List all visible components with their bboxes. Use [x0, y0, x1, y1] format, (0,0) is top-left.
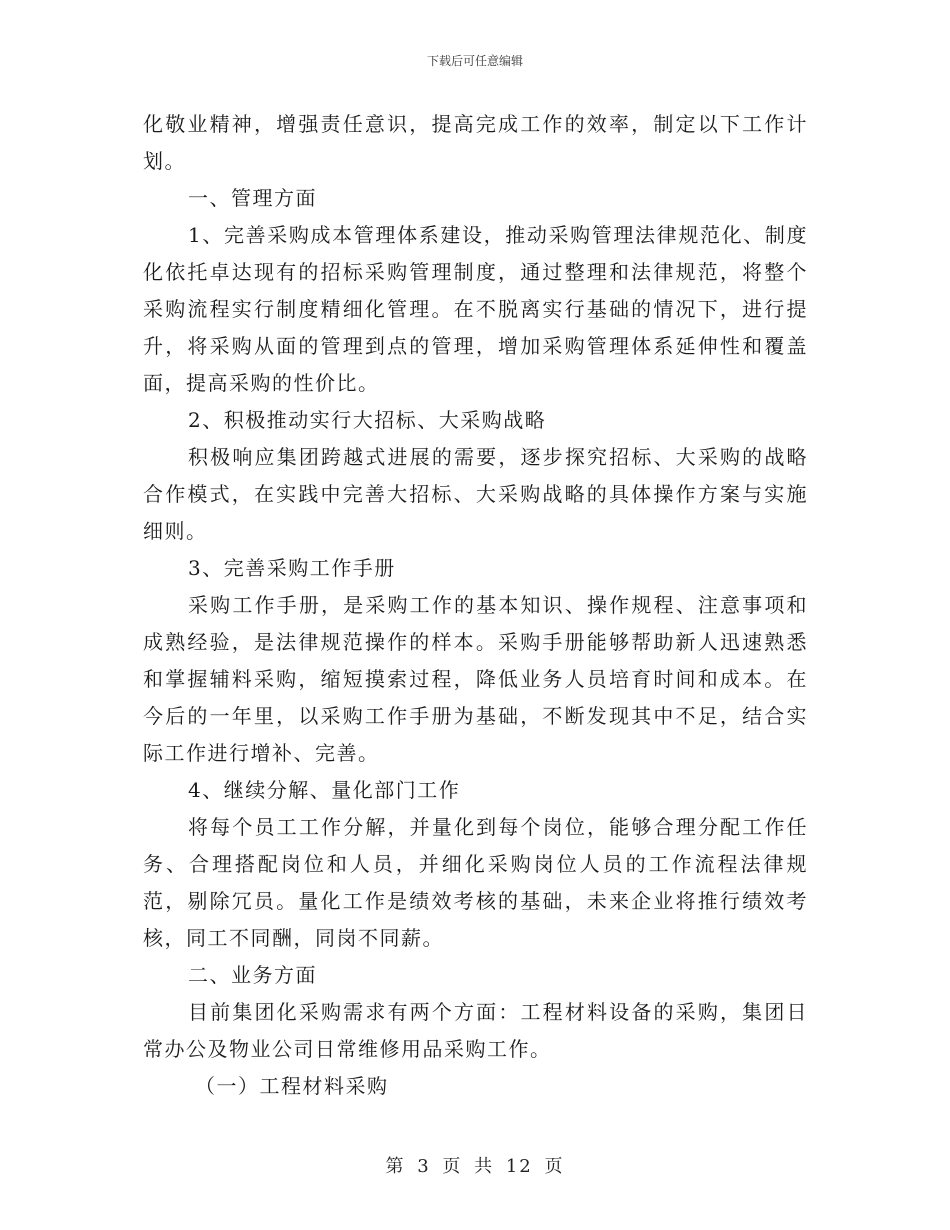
subsection-heading: 4、继续分解、量化部门工作 [188, 778, 461, 802]
paragraph: 化敬业精神，增强责任意识，提高完成工作的效率，制定以下工作计划。 [143, 112, 808, 173]
page-header: 下载后可任意编辑 [426, 54, 523, 68]
paragraph: 目前集团化采购需求有两个方面：工程材料设备的采购，集团日常办公及物业公司日常维修用品采购工作。 [143, 1000, 808, 1061]
section-heading: 二、业务方面 [188, 963, 317, 987]
subsection-heading: 3、完善采购工作手册 [188, 556, 396, 580]
paragraph: 采购工作手册，是采购工作的基本知识、操作规程、注意事项和成熟经验，是法律规范操作的样本。采购手册能够帮助新人迅速熟悉和掌握辅料采购，缩短摸索过程，降低业务人员培育时间和成本。在今后的一年里，以采购工作手册为基础，不断发现其中不足，结合实际工作进行增补、完善。 [143, 593, 808, 765]
paragraph: 将每个员工工作分解，并量化到每个岗位，能够合理分配工作任务、合理搭配岗位和人员，并细化采购岗位人员的工作流程法律规范，剔除冗员。量化工作是绩效考核的基础，未来企业将推行绩效考核，同工不同酬，同岗不同薪。 [143, 815, 808, 950]
paragraph: 积极响应集团跨越式进展的需要，逐步探究招标、大采购的战略合作模式，在实践中完善大招标、大采购战略的具体操作方案与实施细则。 [143, 445, 808, 543]
paragraph: 1、完善采购成本管理体系建设，推动采购管理法律规范化、制度化依托卓达现有的招标采购管理制度，通过整理和法律规范，将整个采购流程实行制度精细化管理。在不脱离实行基础的情况下，进行提升，将采购从面的管理到点的管理，增加采购管理体系延伸性和覆盖面，提高采购的性价比。 [143, 223, 808, 395]
document-body [143, 106, 808, 1105]
subsection-heading: 2、积极推动实行大招标、大采购战略 [188, 408, 547, 432]
section-heading: 一、管理方面 [188, 186, 317, 210]
page-footer: 第 3 页 共 12 页 [385, 1156, 565, 1177]
subsection-heading: （一）工程材料采购 [195, 1074, 389, 1098]
